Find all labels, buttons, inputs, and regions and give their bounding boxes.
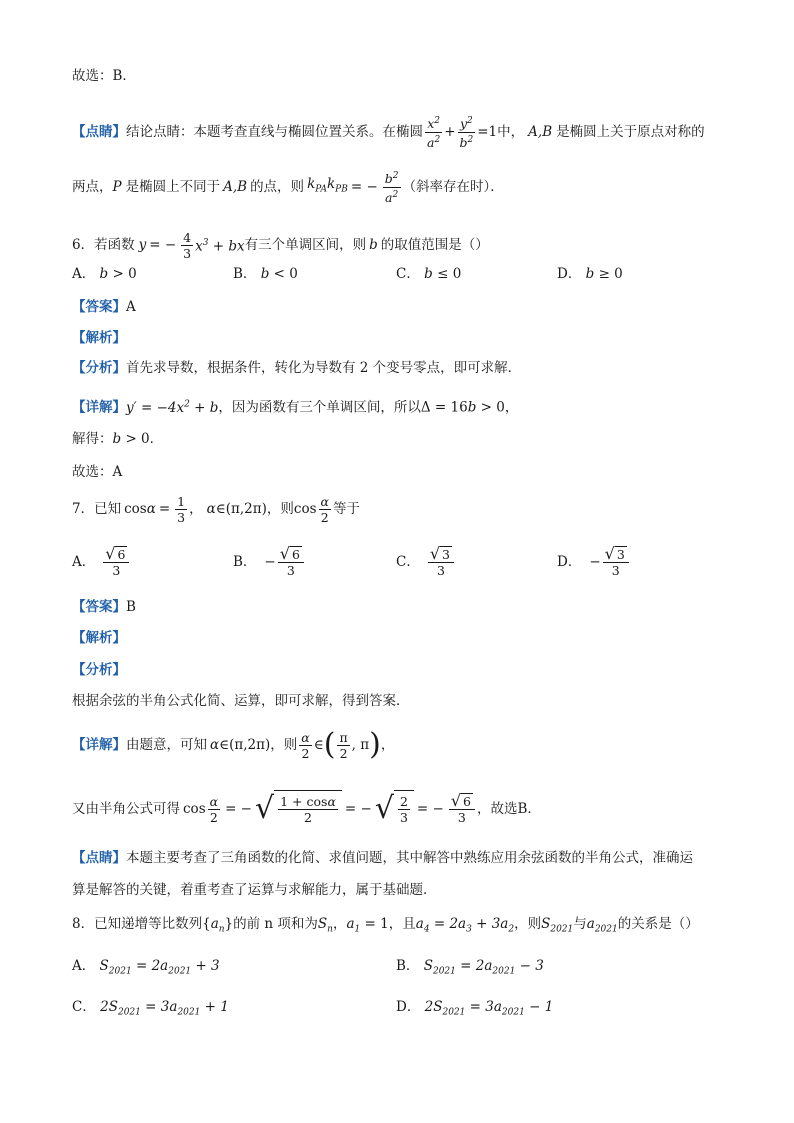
dianjing-7a: 【点睛】本题主要考查了三角函数的化简、求值问题，其中解答中熟练应用余弦函数的半角公式，准确运 (72, 850, 693, 866)
q8-option-a: A． $S_{2021} = 2a_{2021} + 3$ (72, 958, 220, 977)
fenxi-7-tag: 【分析】 (72, 662, 126, 678)
answer-7: 【答案】B (72, 599, 136, 615)
line-dianjing-1: 【点睛】 结论点睛：本题考查直线与椭圆位置关系。在椭圆 $\frac{x^2}{a^2}$ + $\frac{y^2}{b^2}$ =1 中， A,B 是椭圆上关于原点对称的 (72, 116, 705, 150)
xiangjie-6: 【详解】$y' = -4x^2 + b$，因为函数有三个单调区间，所以Δ = 16b > 0， (72, 399, 519, 416)
xiangjie-7a: 【详解】 由题意，可知 α ∈(π,2π) ，则 $\frac{\alpha}{2}$ ∈ ( $\frac{\pi}{2}$ , π ) ， (72, 727, 395, 762)
question-6: 6．若函数 y = − $\frac{4}{3}$ $x^3$ + bx 有三个单调区间，则 b 的取值范围是（） (72, 229, 489, 261)
fenxi-6: 【分析】首先求导数，根据条件，转化为导数有 2 个变号零点，即可求解． (72, 360, 522, 376)
tag-dianjing: 【点睛】 (72, 124, 126, 140)
answer-6: 【答案】A (72, 299, 136, 315)
q7-option-b: B． − √ 6 3 (233, 540, 306, 584)
q8-option-c: C． $2S_{2021} = 3a_{2021} + 1$ (72, 999, 229, 1018)
q6-option-c: C． b ≤ 0 (396, 266, 462, 282)
math-x2-a2: $\frac{x^2}{a^2}$ (427, 116, 441, 150)
question-8: 8．已知递增等比数列$\{a_n\}$的前 n 项和为$S_n$，$a_1 = 1$，且$a_4 = 2a_3 + 3a_2$，则$S_{2021}$与$a_{2021}$的关系是（） (72, 916, 699, 935)
jiexi-7: 【解析】 (72, 630, 126, 646)
dianjing-7b: 算是解答的关键，着重考查了运算与求解能力，属于基础题． (72, 882, 437, 898)
math-b2-a2: $\frac{b^2}{a^2}$ (384, 171, 399, 205)
fenxi-7: 根据余弦的半角公式化简、运算，即可求解，得到答案． (72, 693, 410, 709)
q8-option-d: D． $2S_{2021} = 3a_{2021} - 1$ (396, 999, 554, 1018)
line-dianjing-2: 两点， P 是椭圆上不同于 A,B 的点，则 $k_{PA}k_{PB}$ = − $\frac{b^2}{a^2}$ （斜率存在时）． (72, 171, 504, 205)
q7-option-d: D． − √ 3 3 (557, 540, 631, 584)
line-select-b: 故选：B． (72, 68, 136, 84)
math-y2-b2: $\frac{y^2}{b^2}$ (459, 116, 474, 150)
q6-option-b: B． b < 0 (233, 266, 298, 282)
jiexi-6: 【解析】 (72, 330, 126, 346)
q7-option-a: A． √ 6 3 (72, 540, 131, 584)
xiangjie-7b: 又由半角公式可得 cos $\frac{\alpha}{2}$ = − √ $\frac{1 + \cos\alpha}{2}$ = − √ $\frac{2}{3}$ = − √ 6 3 ，故选B． (72, 791, 541, 826)
q7-option-c: C． √ 3 3 (396, 540, 456, 584)
select-6: 故选：A (72, 464, 123, 480)
q8-option-b: B． $S_{2021} = 2a_{2021} - 3$ (396, 958, 544, 977)
question-7: 7．已知 cos α = $\frac{1}{3}$ ， α ∈(π,2π) ，则 cos $\frac{\alpha}{2}$ 等于 (72, 493, 360, 525)
q6-option-a: A． b > 0 (72, 266, 137, 282)
solve-6: 解得：b > 0． (72, 431, 164, 447)
q6-option-d: D． b ≥ 0 (557, 266, 623, 282)
